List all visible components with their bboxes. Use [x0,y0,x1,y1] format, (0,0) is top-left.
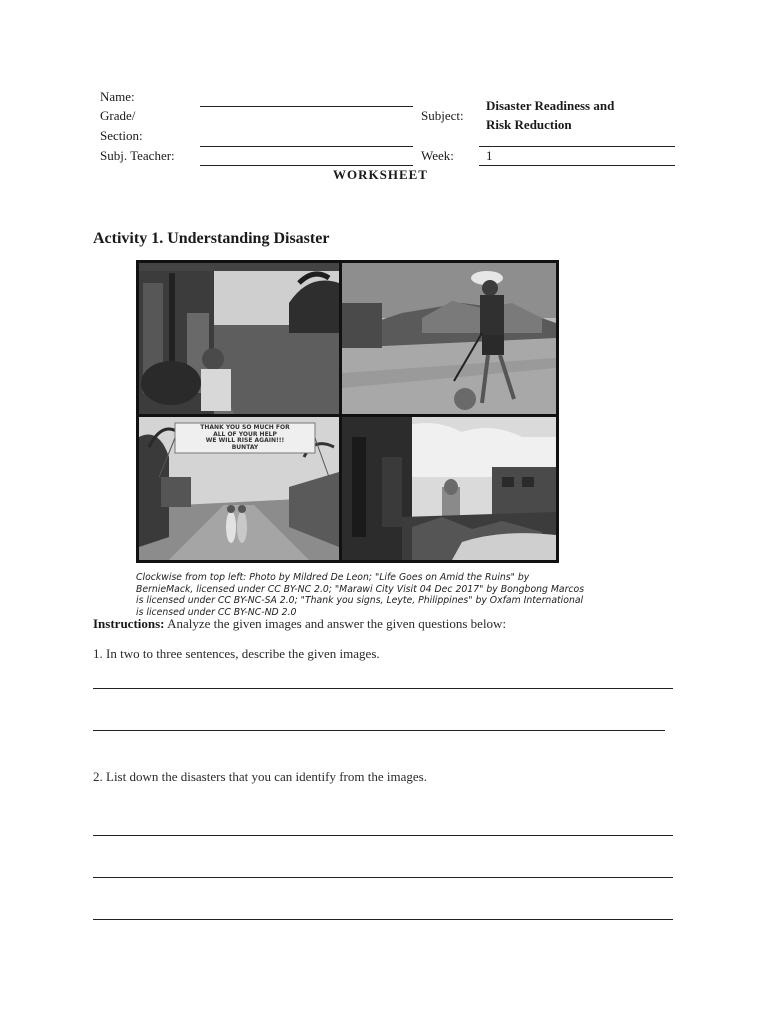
answer-line-2a[interactable] [93,835,673,836]
question-2: 2. List down the disasters that you can identify from the images. [93,769,427,784]
question-1: 1. In two to three sentences, describe the given images. [93,646,380,661]
answer-line-1a[interactable] [93,688,673,689]
answer-line-2b[interactable] [93,877,673,878]
grade-section-field-line[interactable] [200,146,413,147]
caption-line: is licensed under CC BY-NC-SA 2.0; "Thank you signs, Leyte, Philippines" by Oxfam International [136,595,584,606]
subject-value-line2: Risk Reduction [486,117,572,132]
caption-line: Clockwise from top left: Photo by Mildred De Leon; "Life Goes on Amid the Ruins" by [136,572,530,583]
subject-value-line1: Disaster Readiness and [486,98,615,113]
activity-title: Activity 1. Understanding Disaster [93,230,330,247]
flood-photo [139,263,339,414]
instructions [93,616,506,632]
week-value: 1 [486,148,493,163]
ruins-photo [342,263,556,414]
subject-label: Subject: [421,108,464,123]
grade-label: Grade/ [100,108,136,123]
caption-line: is licensed under CC BY-NC-ND 2.0 [136,606,297,618]
instructions-text: Analyze the given images and answer the given questions below: [167,616,507,631]
teacher-field-line[interactable] [200,165,413,166]
name-label: Name: [100,89,135,104]
damaged-city-photo [342,417,556,560]
banner-road-photo [139,417,339,560]
name-field-line[interactable] [200,106,413,107]
banner-line-3: WE WILL RISE AGAIN!!! [205,437,285,444]
photo-caption [136,572,585,618]
banner-line-1: THANK YOU SO MUCH FOR [200,424,290,431]
week-label: Week: [421,148,454,163]
subject-field-line [479,146,675,147]
photo-collage [136,260,559,563]
answer-line-2c[interactable] [93,919,673,920]
worksheet-title: WORKSHEET [333,167,428,182]
banner-line-2: ALL OF YOUR HELP [213,430,277,438]
section-label: Section: [100,128,143,143]
answer-line-1b[interactable] [93,730,665,731]
week-field-line [479,165,675,166]
banner-line-4: BUNTAY [231,443,259,451]
caption-line: BernieMack, licensed under CC BY-NC 2.0; "Marawi City Visit 04 Dec 2017" by Bongbong Marcos [136,583,585,595]
instructions-label: Instructions: [93,616,165,631]
teacher-label: Subj. Teacher: [100,148,175,163]
